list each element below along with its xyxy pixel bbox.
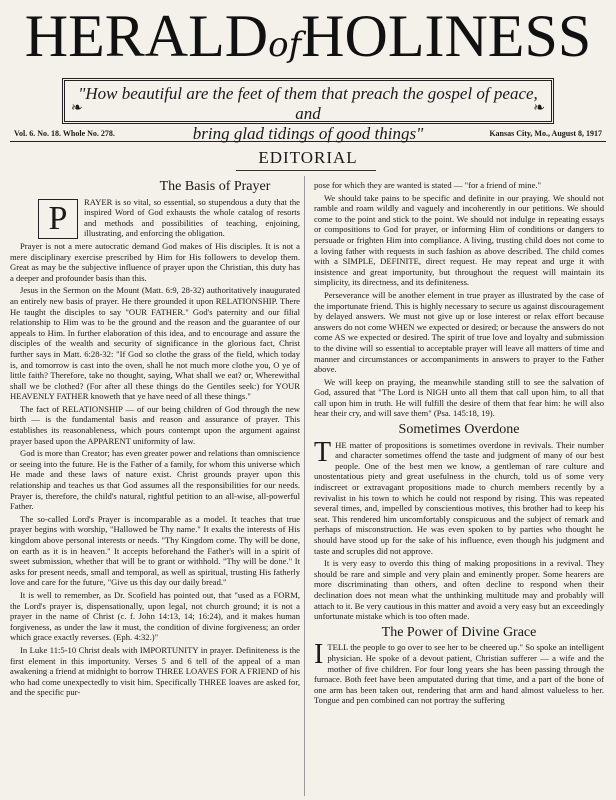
masthead	[0, 4, 616, 70]
article-paragraph: God is more than Creator; has even greater power and relations than omniscience or seeing into the future. He is the Father of a family, for whom this universe which He made and these laws of nature exist. Christ grounds prayer upon this relationship and teaches us that God assumes all the responsibilities for our needs. Prayer is, therefore, the child's natural, rightful petition to an all-wise, all-powerful Father.	[10, 448, 300, 512]
article-paragraph: In Luke 11:5-10 Christ deals with IMPORTUNITY in prayer. Definiteness is the first element in this importunity. Verses 5 and 6 tell of the appeal of a man awakening a friend at midnight to borrow THREE LOAVES FOR A FRIEND of his who had come unexpectedly to visit him. Specifically THREE loaves are asked for, and the specific pur-	[10, 644, 300, 698]
place-date: Kansas City, Mo., August 8, 1917	[489, 129, 602, 138]
article-title-basis: The Basis of Prayer	[159, 179, 271, 194]
section-rule	[236, 170, 376, 171]
article-paragraph: It is well to remember, as Dr. Scofield has pointed out, that "used as a FORM, the Lord's prayer is, dispensationally, upon legal, not church ground; it is not a prayer in the name of Christ (c. f. John 14:13, 14; 16:24), and it makes human forgiveness, as under the law it must, the condition of divine forgiveness; an order which grace exactly reverses. (Eph. 4:32.)"	[10, 589, 300, 643]
left-column	[10, 176, 300, 700]
article-paragraph: TELL the people to go over to see her to be cheered up." So spoke an intelligent physician. He spoke of a devout patient, Christian sufferer — a wife and the mother of five children. For four long years she has been passing through the furnace. Both feet have been amputated during that time, and a part of the bone of one arm has been taken out, rendering that arm and hand almost valueless to her. Tongue and pen combined can not portray the suffering	[314, 642, 604, 706]
title-herald: HERALD	[24, 3, 269, 69]
header-rule	[10, 141, 606, 142]
right-column	[314, 180, 604, 708]
article-title-grace: The Power of Divine Grace	[381, 624, 537, 640]
drop-cap: P	[38, 199, 78, 239]
article-paragraph: The fact of RELATIONSHIP — of our being children of God through the new birth — is the fundamental basis and reason and assurance of prayer. This establishes its reasonableness, which pours contempt upon the argument against prayer based upon the APPARENT uniformity of law.	[10, 403, 300, 446]
article-paragraph: RAYER is so vital, so essential, so stupendous a duty that the inspired Word of God exhausts the whole catalog of resorts and methods and possibilities of teaching, enjoining, illustrating, and enforcing the obligation.	[84, 196, 300, 239]
article-paragraph: Perseverance will be another element in true prayer as illustrated by the case of the importunate friend. This is highly necessary to secure us against discouragement by delayed answers. We must not give up or lose interest or relax effort because answers do not come WHEN we expected or desired; or because the answers do not come AS we expected or desired. The spirit of true love and loyalty and submission to the divine will so essential to acceptable prayer will leave all matters of time and manner and circumstances or accompaniments in answers to prayer to the Father above.	[314, 289, 604, 375]
motto-line-2: bring glad tidings of good things"	[192, 124, 424, 143]
motto-line-1: "How beautiful are the feet of them that preach the gospel of peace, and	[78, 84, 538, 123]
article-paragraph: The so-called Lord's Prayer is incomparable as a model. It teaches that true prayer begins with worship, "Hallowed be Thy name." It exalts the interests of His kingdom above personal interests or needs. "Thy Kingdom come. Thy will be done, on earth as it is in heaven." It accepts beforehand the Father's will in a spirit of sweet submission, whether that will be to grant or withhold. "Thy will be done." It asks for present needs, small and temporal, as well as spiritual, trusting His fatherly love and care for the future, "Give us this day our daily bread."	[10, 513, 300, 588]
leaf-ornament-icon: ❧	[533, 101, 545, 116]
article-paragraph: Jesus in the Sermon on the Mount (Matt. 6:9, 28-32) authoritatively inaugurated an entirely new basis of prayer. He there grounded it upon RELATIONSHIP. There He taught the disciples to say "OUR FATHER." God's paternity and our filial relationship to Him was to be the ground and the reason and the guarantee of our appeals to Him. In further elaboration of this idea, and to encourage and assure the disciples of the wealth and security of significance in the glorious fact, Christ further says in Matt. 6:28-32: "If God so clothe the grass of the field, which today is, and tomorrow is cast into the oven, shall he not much more clothe you, O ye of little faith? Therefore, take no thought, saying, What shall we eat? or, Wherewithal shall we be clothed? (For after all these things do the Gentiles seek:) for YOUR HEAVENLY FATHER knoweth that ye have need of all these things."	[10, 285, 300, 402]
section-heading: EDITORIAL	[258, 148, 358, 167]
masthead-title	[0, 4, 616, 77]
article-paragraph: We will keep on praying, the meanwhile standing still to see the salvation of God, assured that "The Lord is NIGH unto all them that call upon him, to all that call upon him in truth. He will fulfill the desire of them that fear him: he will also hear their cry, and will save them" (Psa. 145:18, 19).	[314, 376, 604, 419]
publication-info	[14, 129, 602, 138]
article-title-overdone: Sometimes Overdone	[398, 422, 520, 438]
leaf-ornament-icon: ❧	[71, 101, 83, 116]
drop-cap: T	[314, 436, 332, 468]
volume-number: Vol. 6. No. 18. Whole No. 278.	[14, 129, 115, 138]
drop-cap: I	[314, 639, 324, 671]
article-paragraph: Prayer is not a mere autocratic demand God makes of His disciples. It is not a mere disciplinary exercise prescribed by Him for His followers to develop them. Great as may be the subjective influence of prayer upon the Christian, this duty has a deeper and profounder basis than this.	[10, 240, 300, 283]
column-divider	[304, 176, 305, 796]
article-paragraph: It is very easy to overdo this thing of making propositions in a revival. They should be rare and simple and very plain and eminently proper. Some hearers are more discriminating than others, and often decline to respond when their declination does not mean what the unthinking multitude may and probably will attach to it. Be very cautious in this matter and avoid a very easy but an exceedingly unfortunate mistake which is too often made.	[314, 558, 604, 622]
article-paragraph: HE matter of propositions is sometimes overdone in revivals. Their number and character sometimes offend the taste and judgment of many of our best people. One of the best men we know, a gentleman of rare culture and unostentatious piety and great usefulness in the church, told us of some very indiscreet or extravagant propositions made to church members recently by a revivalist in his town to which he could not respond by rising. This was repeated several times, and, impelled by conscientious motives, this brother had to keep his seat. This rendered him uncomfortably conspicuous and the subject of remark and perhaps of misconstruction. He was even spoken to by parties who thought he should have stood up for the sake of his influence, even though his judgment and taste and scruples did not approve.	[314, 439, 604, 556]
article-paragraph: pose for which they are wanted is stated — "for a friend of mine."	[314, 180, 542, 190]
article-paragraph: We should take pains to be specific and definite in our praying. We should not ramble and roam wildly and vaguely and incoherently in our petitions. We should come to the point and stick to the point. We should not indulge in repeating essays or compositions to God for prayer, or informing Him of conditions or dangers to persuade or frighten Him into compliance. A living, trusting child does not come to a loving father with requests in such fashion as above described. The child comes with a SIMPLE, DEFINITE, direct request. He may repeat and urge it with insistence and great importunity, but throughout the request will maintain its simplicity, its directness, and its definiteness.	[314, 192, 604, 288]
title-holiness: HOLINESS	[301, 3, 592, 69]
title-of: of	[268, 25, 302, 65]
